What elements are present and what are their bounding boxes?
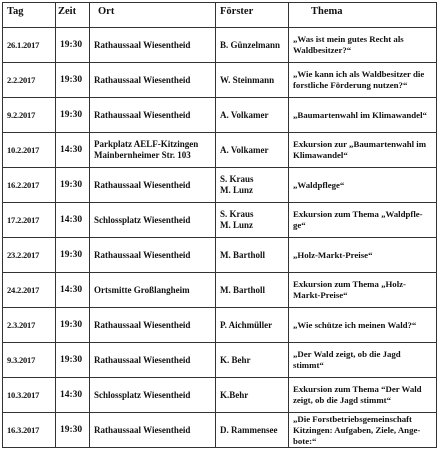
cell-foerster-line: M. Bartholl — [220, 249, 265, 260]
table-row — [3, 203, 437, 238]
cell-tag: 23.2.2017 — [3, 238, 56, 273]
cell-foerster-line: S. Kraus — [220, 209, 254, 219]
cell-thema-line: ge“ — [293, 220, 306, 230]
cell-foerster — [216, 203, 289, 238]
cell-ort-line: Rathaussaal Wiesentheid — [94, 249, 191, 260]
cell-tag: 26.1.2017 — [3, 28, 56, 63]
cell-foerster — [216, 343, 289, 378]
cell-ort-line: Rathaussaal Wiesentheid — [94, 109, 191, 120]
cell-ort — [90, 238, 216, 273]
cell-tag: 24.2.2017 — [3, 273, 56, 308]
header-row — [3, 3, 437, 28]
cell-thema-line: bote:“ — [293, 435, 317, 446]
cell-foerster-line: W. Steinmann — [220, 74, 275, 85]
cell-zeit: 19:30 — [56, 343, 90, 378]
cell-thema-line: forstliche Förderung nutzen?“ — [293, 80, 408, 90]
cell-zeit: 19:30 — [56, 98, 90, 133]
cell-thema-line: „Was ist mein gutes Recht als — [293, 34, 404, 44]
cell-thema — [289, 378, 437, 413]
cell-tag: 10.3.2017 — [3, 378, 56, 413]
cell-zeit: 14:30 — [56, 203, 90, 238]
cell-thema — [289, 238, 437, 273]
cell-thema-line: „Holz-Markt-Preise“ — [293, 249, 373, 260]
table-header — [3, 3, 437, 28]
cell-zeit: 19:30 — [56, 308, 90, 343]
table-row — [3, 63, 437, 98]
cell-ort-line: Rathaussaal Wiesentheid — [94, 179, 191, 190]
cell-tag: 2.2.2017 — [3, 63, 56, 98]
cell-foerster — [216, 238, 289, 273]
cell-ort — [90, 413, 216, 448]
cell-ort — [90, 98, 216, 133]
cell-foerster — [216, 273, 289, 308]
cell-ort-line: Ortsmitte Großlangheim — [94, 284, 190, 295]
cell-ort-line: Rathaussaal Wiesentheid — [94, 39, 191, 50]
cell-zeit: 19:30 — [56, 413, 90, 448]
cell-thema — [289, 308, 437, 343]
header-zeit: Zeit — [56, 3, 90, 28]
cell-zeit: 14:30 — [56, 378, 90, 413]
header-foerster: Förster — [216, 3, 289, 28]
cell-foerster — [216, 378, 289, 413]
cell-thema — [289, 133, 437, 168]
cell-foerster-line: A. Volkamer — [220, 144, 269, 155]
table-row — [3, 168, 437, 203]
header-ort: Ort — [90, 3, 216, 28]
cell-ort-line: Schlossplatz Wiesentheid — [94, 214, 191, 225]
cell-foerster — [216, 133, 289, 168]
table-row — [3, 273, 437, 308]
cell-ort — [90, 203, 216, 238]
cell-thema-line: Klimawandel“ — [293, 150, 348, 160]
cell-foerster-line: M. Lunz — [220, 220, 254, 230]
table-body — [3, 28, 437, 448]
cell-foerster — [216, 28, 289, 63]
table-row — [3, 378, 437, 413]
cell-tag: 2.3.2017 — [3, 308, 56, 343]
cell-ort-line: Schlossplatz Wiesentheid — [94, 389, 191, 400]
cell-zeit: 14:30 — [56, 273, 90, 308]
cell-thema — [289, 168, 437, 203]
table-row — [3, 28, 437, 63]
cell-foerster-line: P. Aichmüller — [220, 319, 273, 330]
header-thema: Thema — [289, 3, 437, 28]
cell-thema-line: „Waldpflege“ — [293, 179, 345, 190]
cell-thema-line: Kitzingen: Aufgaben, Ziele, Ange- — [293, 424, 421, 435]
cell-ort-line: Mainbernheimer Str. 103 — [94, 150, 191, 160]
cell-thema-line: Exkursion zum Thema „Waldpfle- — [293, 209, 423, 219]
cell-ort — [90, 308, 216, 343]
cell-thema-line: Markt-Preise“ — [293, 290, 348, 300]
cell-tag: 9.2.2017 — [3, 98, 56, 133]
cell-ort — [90, 133, 216, 168]
cell-foerster-line: B. Günzelmann — [220, 39, 281, 50]
cell-thema-line: zeigt, ob die Jagd stimmt“ — [293, 395, 391, 405]
cell-thema-line: stimmt“ — [293, 360, 324, 370]
cell-foerster — [216, 98, 289, 133]
cell-zeit: 19:30 — [56, 28, 90, 63]
cell-ort — [90, 273, 216, 308]
cell-ort — [90, 343, 216, 378]
cell-zeit: 19:30 — [56, 168, 90, 203]
cell-thema-line: „Wie kann ich als Waldbesitzer die — [293, 69, 425, 79]
cell-thema-line: Exkursion zum Thema „Holz- — [293, 279, 406, 289]
cell-zeit: 19:30 — [56, 238, 90, 273]
cell-thema-line: „Die Forstbetriebsgemeinschaft — [293, 413, 412, 424]
table-row — [3, 98, 437, 133]
cell-ort-line: Rathaussaal Wiesentheid — [94, 354, 191, 365]
cell-thema — [289, 413, 437, 448]
cell-foerster-line: K. Behr — [220, 354, 251, 365]
cell-foerster-line: M. Bartholl — [220, 284, 265, 295]
cell-thema-line: Exkursion zum Thema “Der Wald — [293, 384, 422, 394]
cell-zeit: 14:30 — [56, 133, 90, 168]
cell-ort — [90, 378, 216, 413]
cell-thema — [289, 98, 437, 133]
cell-foerster-line: M. Lunz — [220, 185, 254, 195]
cell-thema-line: Waldbesitzer?“ — [293, 45, 352, 55]
cell-thema — [289, 203, 437, 238]
cell-thema-line: „Der Wald zeigt, ob die Jagd — [293, 349, 401, 359]
table-row — [3, 308, 437, 343]
cell-foerster — [216, 413, 289, 448]
cell-foerster — [216, 63, 289, 98]
cell-ort — [90, 63, 216, 98]
cell-thema-line: „Baumartenwahl im Klimawandel“ — [293, 109, 427, 120]
cell-thema — [289, 63, 437, 98]
cell-foerster-line: D. Rammensee — [220, 424, 278, 435]
cell-foerster-line: K.Behr — [220, 389, 249, 400]
cell-foerster-line: A. Volkamer — [220, 109, 269, 120]
cell-thema-line: „Wie schütze ich meinen Wald?“ — [293, 319, 417, 330]
table-row — [3, 343, 437, 378]
cell-thema-line: Exkursion zur „Baumartenwahl im — [293, 139, 427, 149]
cell-ort-line: Rathaussaal Wiesentheid — [94, 319, 191, 330]
table-row — [3, 133, 437, 168]
cell-tag: 17.2.2017 — [3, 203, 56, 238]
cell-ort-line: Parkplatz AELF-Kitzingen — [94, 139, 199, 149]
cell-ort — [90, 168, 216, 203]
cell-tag: 16.2.2017 — [3, 168, 56, 203]
cell-foerster-line: S. Kraus — [220, 174, 254, 184]
cell-ort-line: Rathaussaal Wiesentheid — [94, 74, 191, 85]
cell-thema — [289, 28, 437, 63]
table-row — [3, 238, 437, 273]
schedule-table — [2, 2, 437, 448]
cell-tag: 16.3.2017 — [3, 413, 56, 448]
cell-zeit: 19:30 — [56, 63, 90, 98]
cell-thema — [289, 343, 437, 378]
cell-ort-line: Rathaussaal Wiesentheid — [94, 424, 191, 435]
cell-foerster — [216, 308, 289, 343]
table-row — [3, 413, 437, 448]
cell-ort — [90, 28, 216, 63]
cell-tag: 9.3.2017 — [3, 343, 56, 378]
cell-foerster — [216, 168, 289, 203]
cell-thema — [289, 273, 437, 308]
cell-tag: 10.2.2017 — [3, 133, 56, 168]
header-tag: Tag — [3, 3, 56, 28]
